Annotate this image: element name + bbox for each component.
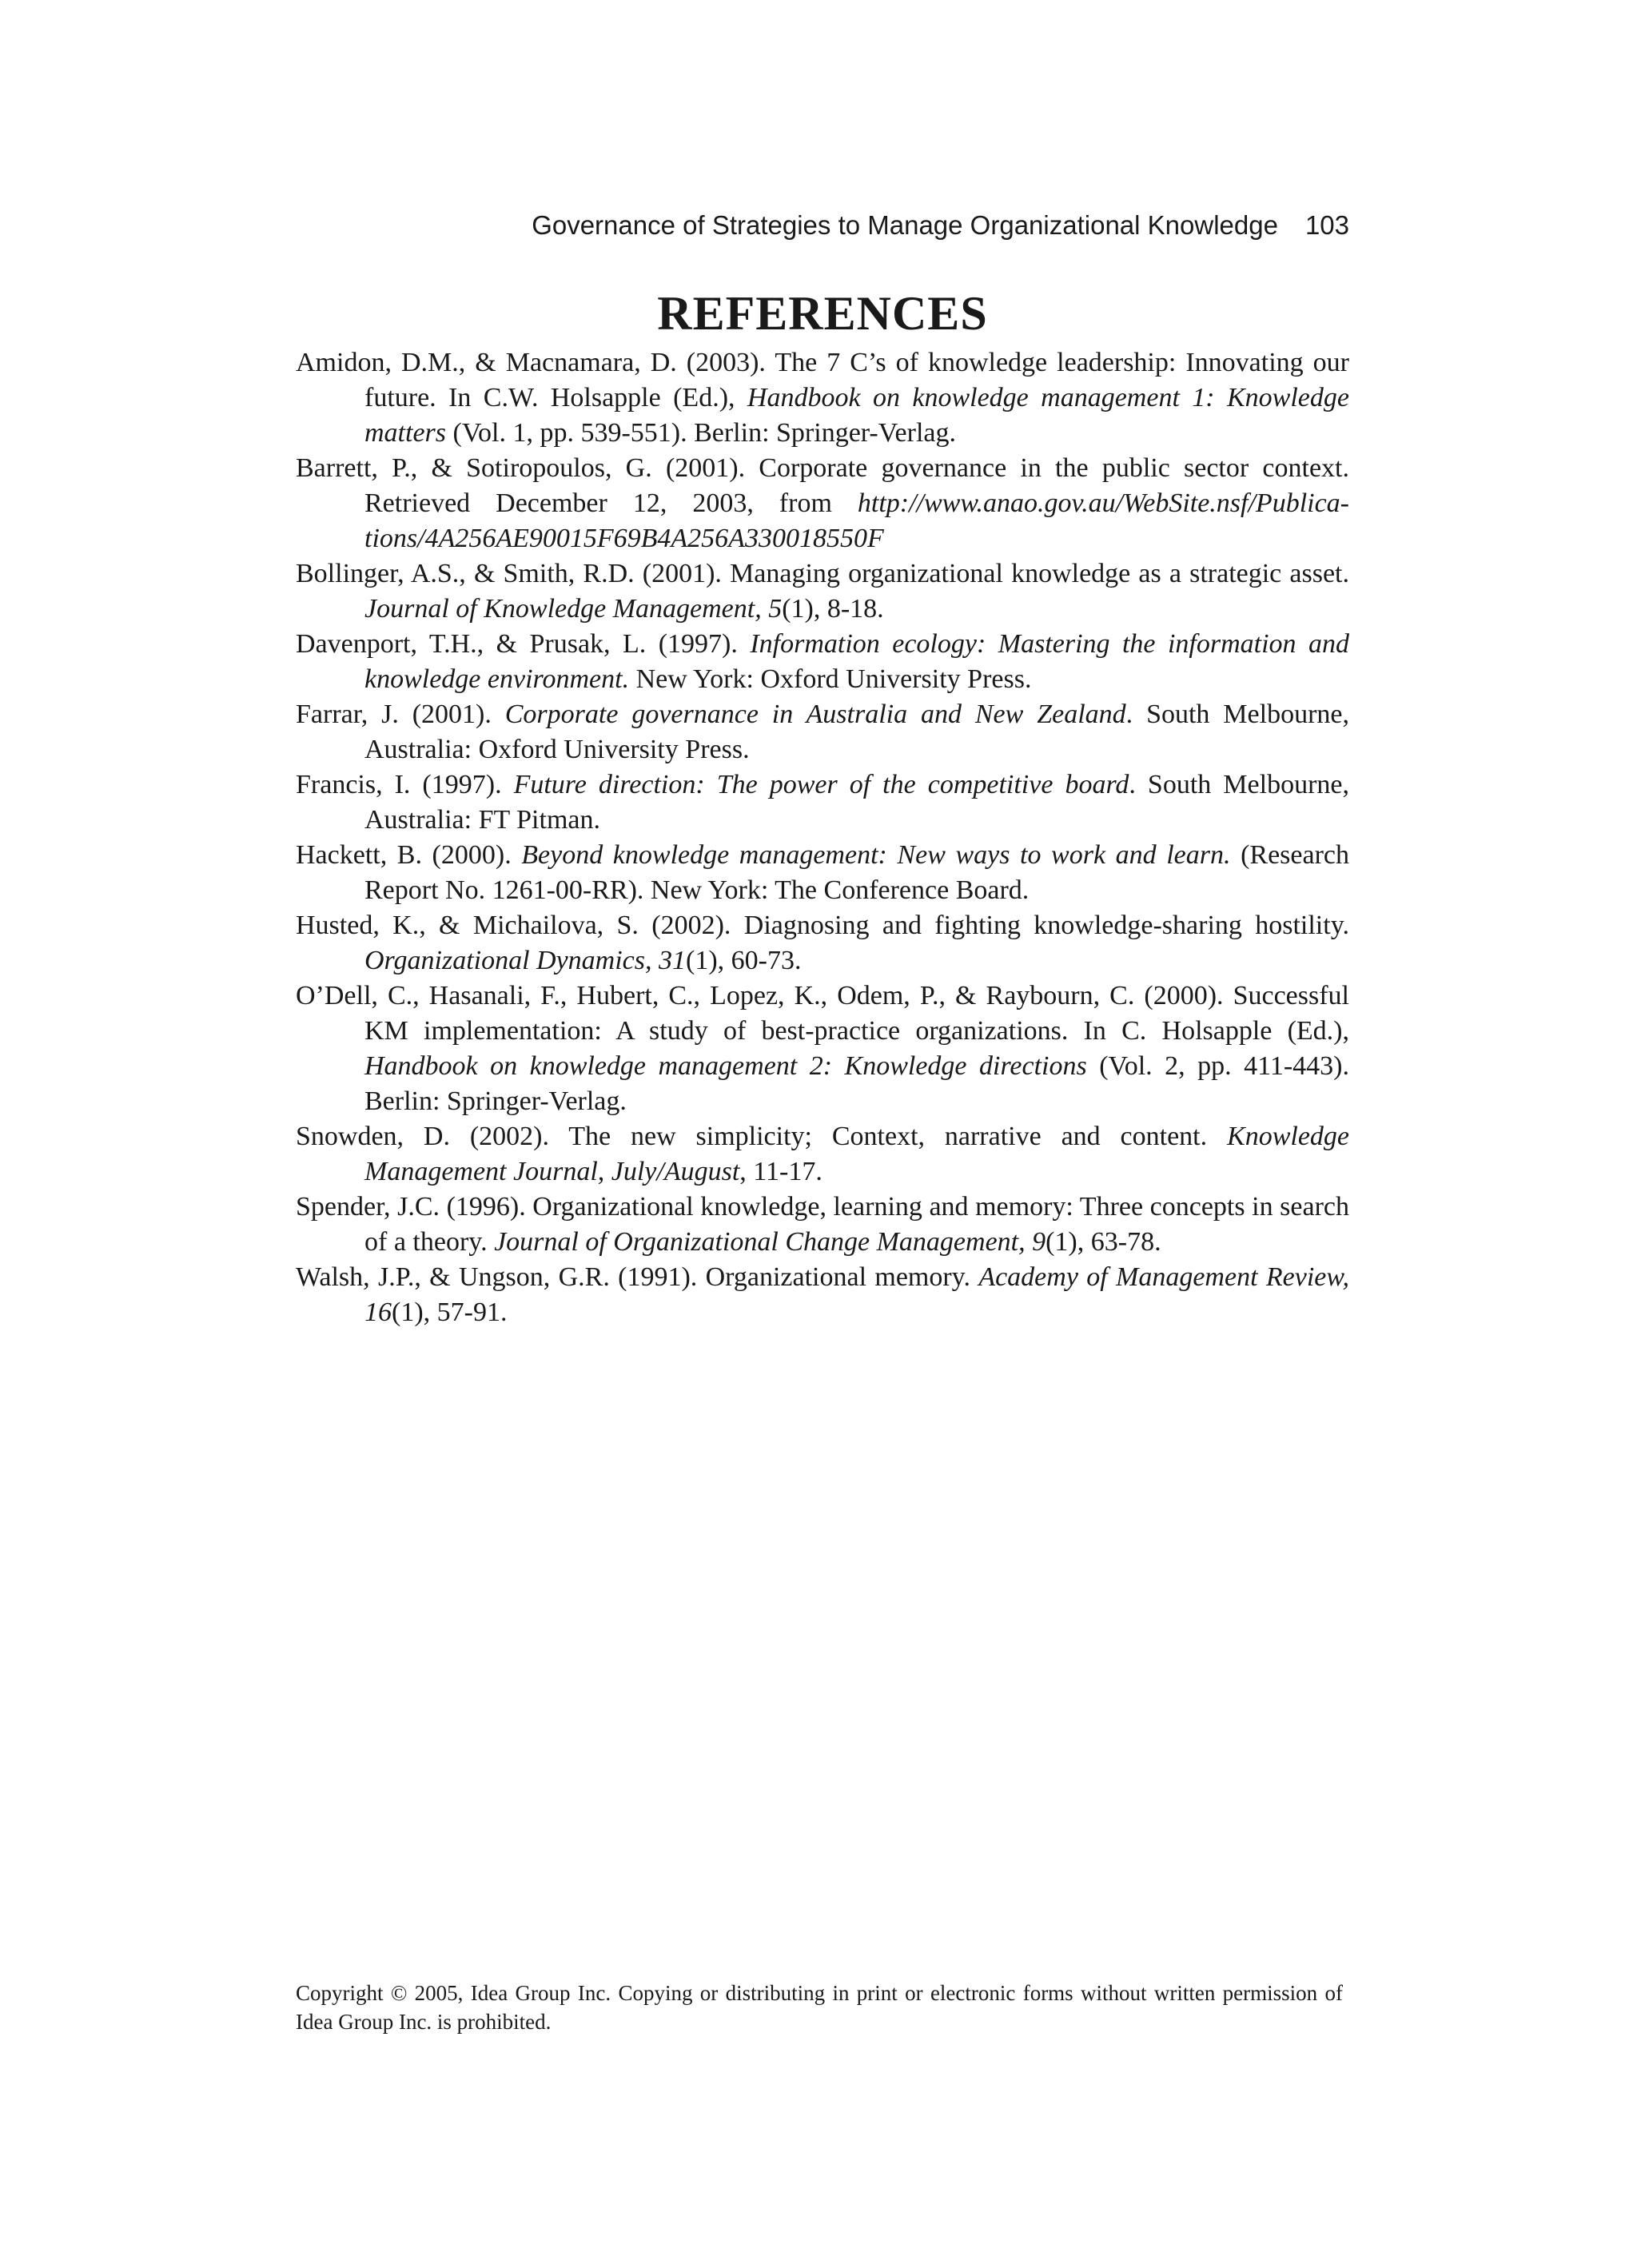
reference-text-segment: Farrar, J. (2001). (296, 700, 505, 729)
reference-text-segment: . South Melbourne, Australia: Oxford University Press. (364, 700, 1349, 764)
reference-text-segment: Snowden, D. (2002). The new simplicity; Context, narrative and content. (296, 1122, 1228, 1151)
reference-text-segment: Davenport, T.H., & Prusak, L. (1997). (296, 629, 751, 659)
reference-text-segment: Amidon, D.M., & Macnamara, D. (2003). The 7 C’s of knowledge leadership: Innovating our future. In C.W. Holsapple (Ed.), (296, 348, 1349, 413)
reference-entry (296, 697, 1349, 767)
reference-italic-segment: Future direction: The power of the competitive board (513, 770, 1129, 799)
reference-italic-segment: Beyond knowledge management: New ways to work and learn. (521, 840, 1231, 870)
reference-italic-segment: Knowledge Management Journal, July/August (364, 1122, 1349, 1186)
reference-text-segment: (1), 8-18. (782, 594, 884, 624)
reference-entry (296, 767, 1349, 838)
reference-entry (296, 345, 1349, 451)
reference-entry (296, 908, 1349, 979)
reference-text-segment: (1), 63-78. (1046, 1227, 1161, 1257)
reference-text-segment: Francis, I. (1997). (296, 770, 514, 799)
reference-entry (296, 1119, 1349, 1190)
reference-text-segment: New York: Oxford University Press. (629, 664, 1032, 694)
reference-italic-segment: Journal of Knowledge Management, 5 (364, 594, 783, 624)
reference-italic-segment: Corporate governance in Australia and New Zealand (504, 700, 1126, 729)
reference-text-segment: O’Dell, C., Hasanali, F., Hubert, C., Lopez, K., Odem, P., & Raybourn, C. (2000). Successful KM implementation: A study of best-practice organizations. In C. Holsapple (Ed.), (296, 981, 1349, 1046)
section-title: REFERENCES (657, 287, 988, 340)
reference-italic-segment: Organizational Dynamics, 31 (364, 946, 687, 975)
reference-text-segment: (1), 60-73. (686, 946, 802, 975)
reference-italic-segment: Handbook on knowledge management 1: Knowledge matters (364, 383, 1349, 448)
reference-entry (296, 979, 1349, 1119)
reference-entry (296, 451, 1349, 556)
reference-text-segment: (Research Report No. 1261-00-RR). New York: The Conference Board. (364, 840, 1349, 905)
reference-italic-segment: Information ecology: Mastering the information and knowledge environment. (364, 629, 1349, 694)
reference-text-segment: . South Melbourne, Australia: FT Pitman. (364, 770, 1349, 835)
running-header (296, 209, 1349, 241)
reference-text-segment: (Vol. 2, pp. 411-443). Berlin: Springer-Verlag. (364, 1051, 1350, 1116)
reference-text-segment: (Vol. 1, pp. 539-551). Berlin: Springer-Verlag. (446, 418, 956, 448)
reference-entry (296, 1260, 1349, 1330)
reference-text-segment: , 11-17. (739, 1157, 822, 1186)
running-title: Governance of Strategies to Manage Organizational Knowledge (532, 210, 1278, 240)
reference-text-segment: Walsh, J.P., & Ungson, G.R. (1991). Organizational memory. (296, 1262, 979, 1292)
copyright-notice: Copyright © 2005, Idea Group Inc. Copying or distributing in print or electronic forms without written permission of Idea Group Inc. is prohibited. (296, 1981, 1343, 2034)
reference-italic-segment: Academy of Management Review, 16 (364, 1262, 1350, 1327)
reference-entry (296, 838, 1349, 908)
reference-list (296, 345, 1349, 1330)
reference-text-segment: Hackett, B. (2000). (296, 840, 522, 870)
reference-text-segment: Bollinger, A.S., & Smith, R.D. (2001). Managing organizational knowledge as a strategic asset. (296, 559, 1349, 588)
reference-text-segment: Husted, K., & Michailova, S. (2002). Diagnosing and fighting knowledge-sharing hostility. (296, 911, 1349, 940)
reference-text-segment: Barrett, P., & Sotiropoulos, G. (2001). Corporate governance in the public sector context. Retrieved December 12, 2003, from (296, 453, 1349, 518)
reference-entry (296, 1190, 1349, 1260)
reference-entry (296, 556, 1349, 627)
reference-entry (296, 627, 1349, 697)
reference-text-segment: (1), 57-91. (392, 1297, 508, 1327)
reference-italic-segment: Handbook on knowledge management 2: Knowledge directions (364, 1051, 1087, 1081)
reference-text-segment: Spender, J.C. (1996). Organizational knowledge, learning and memory: Three concepts in search of a theory. (296, 1192, 1349, 1257)
reference-italic-segment: Journal of Organizational Change Management, 9 (494, 1227, 1046, 1257)
reference-italic-segment: http://www.anao.gov.au/WebSite.nsf/Publica-tions/4A256AE90015F69B4A256A330018550F (364, 488, 1349, 553)
page-number: 103 (1304, 210, 1349, 240)
